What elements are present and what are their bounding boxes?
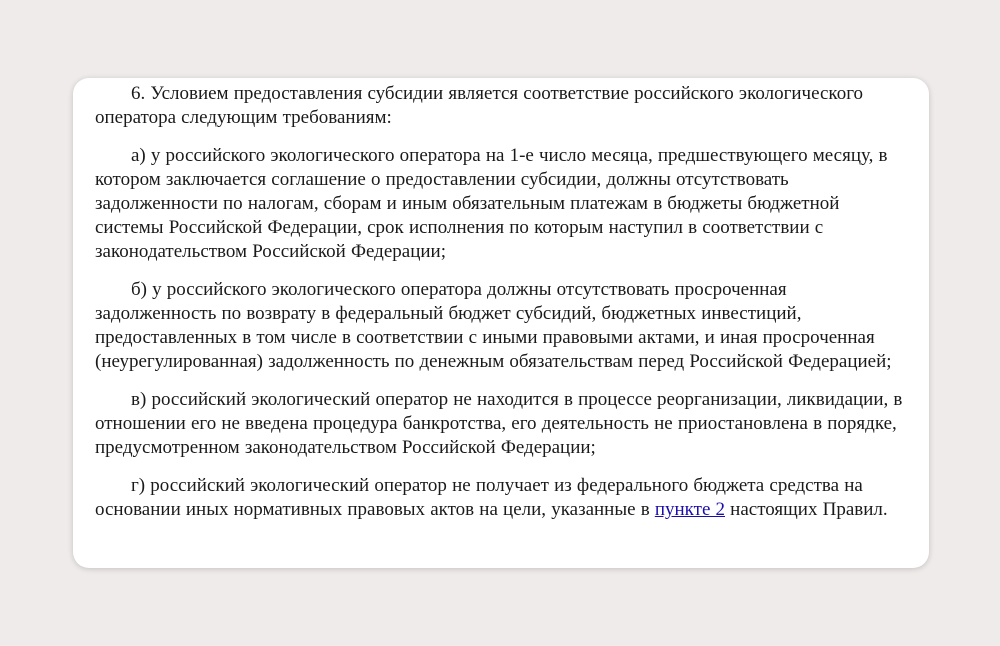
- paragraph-6v: в) российский экологический оператор не находится в процессе реорганизации, ликвидации, в отношении его не введена процедура банкротства, его деятельность не приостановлена в порядке, предусмотренном законодательством Российской Федерации;: [95, 389, 903, 458]
- paragraph-6b: б) у российского экологического оператора должны отсутствовать просроченная задолженность по возврату в федеральный бюджет субсидий, бюджетных инвестиций, предоставленных в том числе в соответствии с иными правовыми актами, и иная просроченная (неурегулированная) задолженность по денежным обязательствам перед Российской Федерацией;: [95, 279, 892, 372]
- paragraph-6: 6. Условием предоставления субсидии является соответствие российского экологического оператора следующим требованиям:: [95, 83, 864, 128]
- paragraph-6g-text-after: настоящих Правил.: [725, 499, 888, 520]
- paragraph-6g: [95, 474, 907, 522]
- link-punkt-2[interactable]: пункте 2: [654, 499, 726, 520]
- paragraph-6g-text-before: г) российский экологический оператор не получает из федерального бюджета средства на основании иных нормативных правовых актов на цели, указанные в: [95, 475, 863, 520]
- paragraph-6a: а) у российского экологического оператора на 1-е число месяца, предшествующего месяцу, в котором заключается соглашение о предоставлении субсидии, должны отсутствовать задолженности по налогам, сборам и иным обязательным платежам в бюджеты бюджетной системы Российской Федерации, срок исполнения по которым наступил в соответствии с законодательством Российской Федерации;: [95, 145, 888, 262]
- document-card: [73, 78, 929, 568]
